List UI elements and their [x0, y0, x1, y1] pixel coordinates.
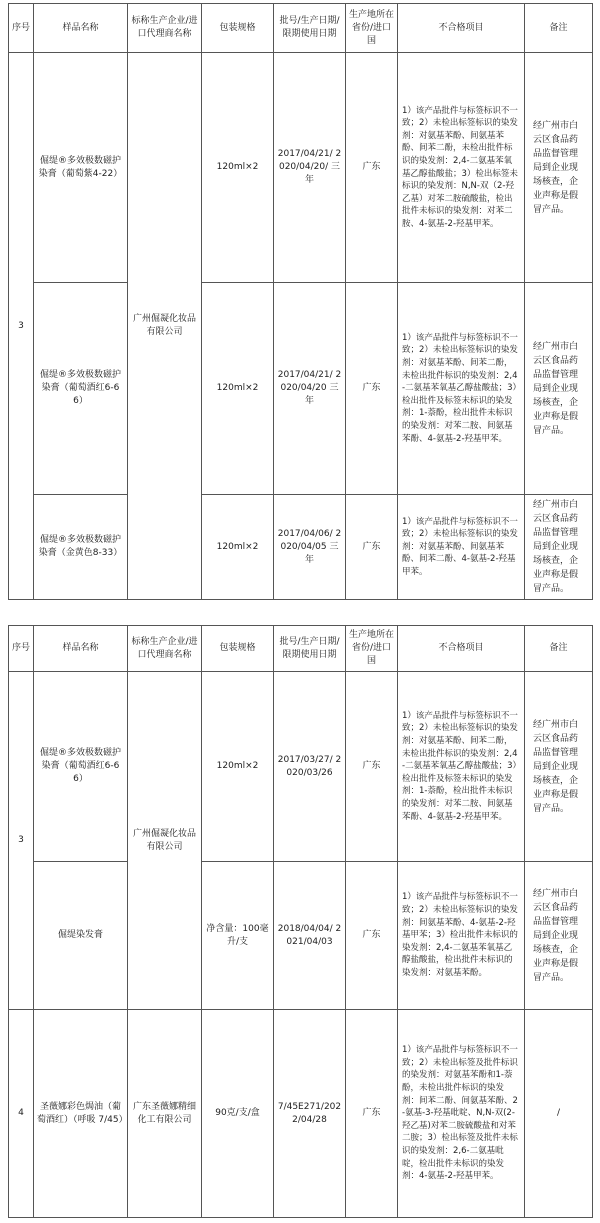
note-text: 经广州市白云区食品药品监督管理局到企业现场核查，企业声称是假冒产品。: [525, 283, 593, 495]
note-text: /: [525, 1010, 593, 1218]
batch-date: 7/45E271/2022/04/28: [274, 1010, 346, 1218]
sample-name: 倔缇®多效极数磁护染膏（葡萄紫4-22）: [34, 53, 128, 283]
note-text: 经广州市白云区食品药品监督管理局到企业现场核查，企业声称是假冒产品。: [525, 672, 593, 862]
table-row: [9, 1010, 593, 1218]
table-row: [9, 862, 593, 1010]
sample-name: 倔缇®多效极数磁护染膏（葡萄酒红6-66）: [34, 283, 128, 495]
batch-date: 2018/04/04/ 2021/04/03: [274, 862, 346, 1010]
header-note: 备注: [525, 4, 593, 53]
header-issue: 不合格项目: [398, 4, 525, 53]
header-issue: 不合格项目: [398, 626, 525, 672]
package-spec: 120ml×2: [202, 283, 274, 495]
header-name: 样品名称: [34, 626, 128, 672]
note-text: 经广州市白云区食品药品监督管理局到企业现场核查，企业声称是假冒产品。: [525, 495, 593, 600]
package-spec: 90克/支/盒: [202, 1010, 274, 1218]
package-spec: 净含量：100毫升/支: [202, 862, 274, 1010]
origin: 广东: [346, 1010, 398, 1218]
package-spec: 120ml×2: [202, 53, 274, 283]
header-batch: 批号/生产日期/限期使用日期: [274, 626, 346, 672]
package-spec: 120ml×2: [202, 495, 274, 600]
batch-date: 2017/03/27/ 2020/03/26: [274, 672, 346, 862]
note-text: 经广州市白云区食品药品监督管理局到企业现场核查，企业声称是假冒产品。: [525, 53, 593, 283]
header-index: 序号: [9, 4, 34, 53]
header-spec: 包装规格: [202, 4, 274, 53]
row-index: 4: [9, 1010, 34, 1218]
issue-text: 1）该产品批件与标签标识不一致；2）未检出标签标识的染发剂：间氨基苯酚、4-氨基-2-羟基甲苯；3）检出批件未标识的染发剂：2,4-二氨基苯氧基乙醇盐酸盐，检出批件未标识的染发剂：对氨基苯酚。: [398, 862, 525, 1010]
sample-name: 倔缇®多效极数磁护染膏（葡萄酒红6-66）: [34, 672, 128, 862]
maker-name: 广州倔凝化妆品有限公司: [128, 53, 202, 600]
issue-text: 1）该产品批件与标签标识不一致；2）未检出标签及批件标识的染发剂：对氨基苯酚和1-萘酚，未检出批件标识的染发剂：间苯二酚、间氨基苯酚、2-氨基-3-羟基吡啶、N,N-双(2-羟乙基)对苯二胺硫酸盐和对苯二胺；3）检出标签及批件未标识的染发剂：2,6-二氨基吡啶，检出批件未标识的染发剂：4-氨基-2-羟基甲苯。: [398, 1010, 525, 1218]
header-origin: 生产地所在省份/进口国: [346, 626, 398, 672]
table-bottom: [8, 625, 593, 1218]
table-row: [9, 672, 593, 862]
issue-text: 1）该产品批件与标签标识不一致；2）未检出标签标识的染发剂：对氨基苯酚、间苯二酚，未检出批件标识的染发剂：2,4-二氨基苯氧基乙醇盐酸盐；3）检出批件及标签未标识的染发剂：1-萘酚，检出批件未标识的染发剂：对苯二胺、间氨基苯酚、4-氨基-2-羟基甲苯。: [398, 283, 525, 495]
header-note: 备注: [525, 626, 593, 672]
sample-name: 倔缇®多效极数磁护染膏（金黄色8-33）: [34, 495, 128, 600]
origin: 广东: [346, 495, 398, 600]
note-text: 经广州市白云区食品药品监督管理局到企业现场核查，企业声称是假冒产品。: [525, 862, 593, 1010]
batch-date: 2017/04/06/ 2020/04/05 三年: [274, 495, 346, 600]
header-batch: 批号/生产日期/限期使用日期: [274, 4, 346, 53]
issue-text: 1）该产品批件与标签标识不一致；2）未检出标签标识的染发剂：对氨基苯酚、间苯二酚，未检出批件标识的染发剂：2,4-二氨基苯氧基乙醇盐酸盐；3）检出批件及标签未标识的染发剂：1-萘酚，检出批件未标识的染发剂：对苯二胺、间氨基苯酚、4-氨基-2-羟基甲苯。: [398, 672, 525, 862]
issue-text: 1）该产品批件与标签标识不一致；2）未检出标签标识的染发剂：对氨基苯酚、间氨基苯酚、间苯二酚、4-氨基-2-羟基甲苯。: [398, 495, 525, 600]
table-row: [9, 283, 593, 495]
header-spec: 包装规格: [202, 626, 274, 672]
batch-date: 2017/04/21/ 2020/04/20 三年: [274, 283, 346, 495]
maker-name: 广东圣薇娜精细化工有限公司: [128, 1010, 202, 1218]
table-top: [8, 3, 593, 600]
sample-name: 圣薇娜彩色焗油（葡萄酒红）（呼吸 7/45）: [34, 1010, 128, 1218]
table-row: [9, 495, 593, 600]
row-index: 3: [9, 53, 34, 600]
batch-date: 2017/04/21/ 2020/04/20/ 三年: [274, 53, 346, 283]
header-row: [9, 4, 593, 53]
issue-text: 1）该产品批件与标签标识不一致；2）未检出标签标识的染发剂：对氨基苯酚、间氨基苯酚、间苯二酚，未检出批件标识的染发剂：2,4-二氨基苯氧基乙醇盐酸盐；3）检出标签未标识的染发剂：N,N-双（2-羟乙基）对苯二胺硫酸盐，检出批件未标识的染发剂：对苯二胺、4-氨基-2-羟基甲苯。: [398, 53, 525, 283]
header-origin: 生产地所在省份/进口国: [346, 4, 398, 53]
maker-name: 广州倔凝化妆品有限公司: [128, 672, 202, 1010]
package-spec: 120ml×2: [202, 672, 274, 862]
sample-name: 倔缇染发膏: [34, 862, 128, 1010]
header-row: [9, 626, 593, 672]
header-index: 序号: [9, 626, 34, 672]
row-index: 3: [9, 672, 34, 1010]
origin: 广东: [346, 862, 398, 1010]
header-maker: 标称生产企业/进口代理商名称: [128, 626, 202, 672]
origin: 广东: [346, 53, 398, 283]
header-maker: 标称生产企业/进口代理商名称: [128, 4, 202, 53]
table-row: [9, 53, 593, 283]
origin: 广东: [346, 672, 398, 862]
header-name: 样品名称: [34, 4, 128, 53]
origin: 广东: [346, 283, 398, 495]
